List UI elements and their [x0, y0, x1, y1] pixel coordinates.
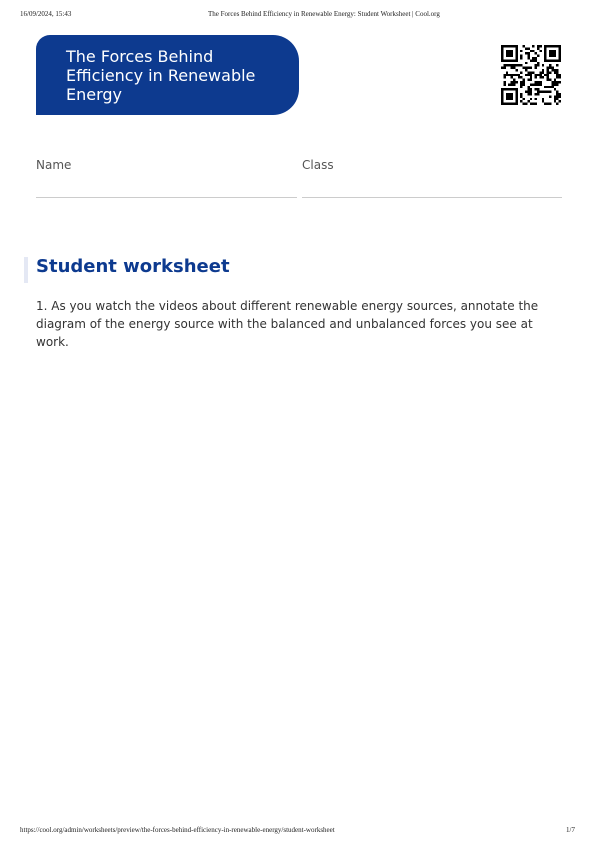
name-input-line[interactable]: [36, 197, 297, 198]
section-accent-bar: [24, 257, 28, 283]
worksheet-title: The Forces Behind Efficiency in Renewable Energy: [66, 47, 256, 104]
print-footer-url: https://cool.org/admin/worksheets/preview/the-forces-behind-efficiency-in-renewable-energy/student-worksheet: [20, 826, 335, 834]
qr-code-icon: [501, 45, 561, 105]
name-label: Name: [36, 158, 72, 172]
worksheet-title-banner: [36, 35, 299, 115]
question-1: 1. As you watch the videos about different renewable energy sources, annotate the diagram of the energy source with the balanced and unbalanced forces you see at work.: [36, 299, 539, 349]
class-label: Class: [302, 158, 334, 172]
print-page-number: 1/7: [566, 826, 575, 834]
print-page-title: The Forces Behind Efficiency in Renewable Energy: Student Worksheet | Cool.org: [208, 10, 440, 18]
print-datetime: 16/09/2024, 15:43: [20, 10, 72, 18]
section-heading: Student worksheet: [36, 256, 230, 277]
class-input-line[interactable]: [302, 197, 562, 198]
